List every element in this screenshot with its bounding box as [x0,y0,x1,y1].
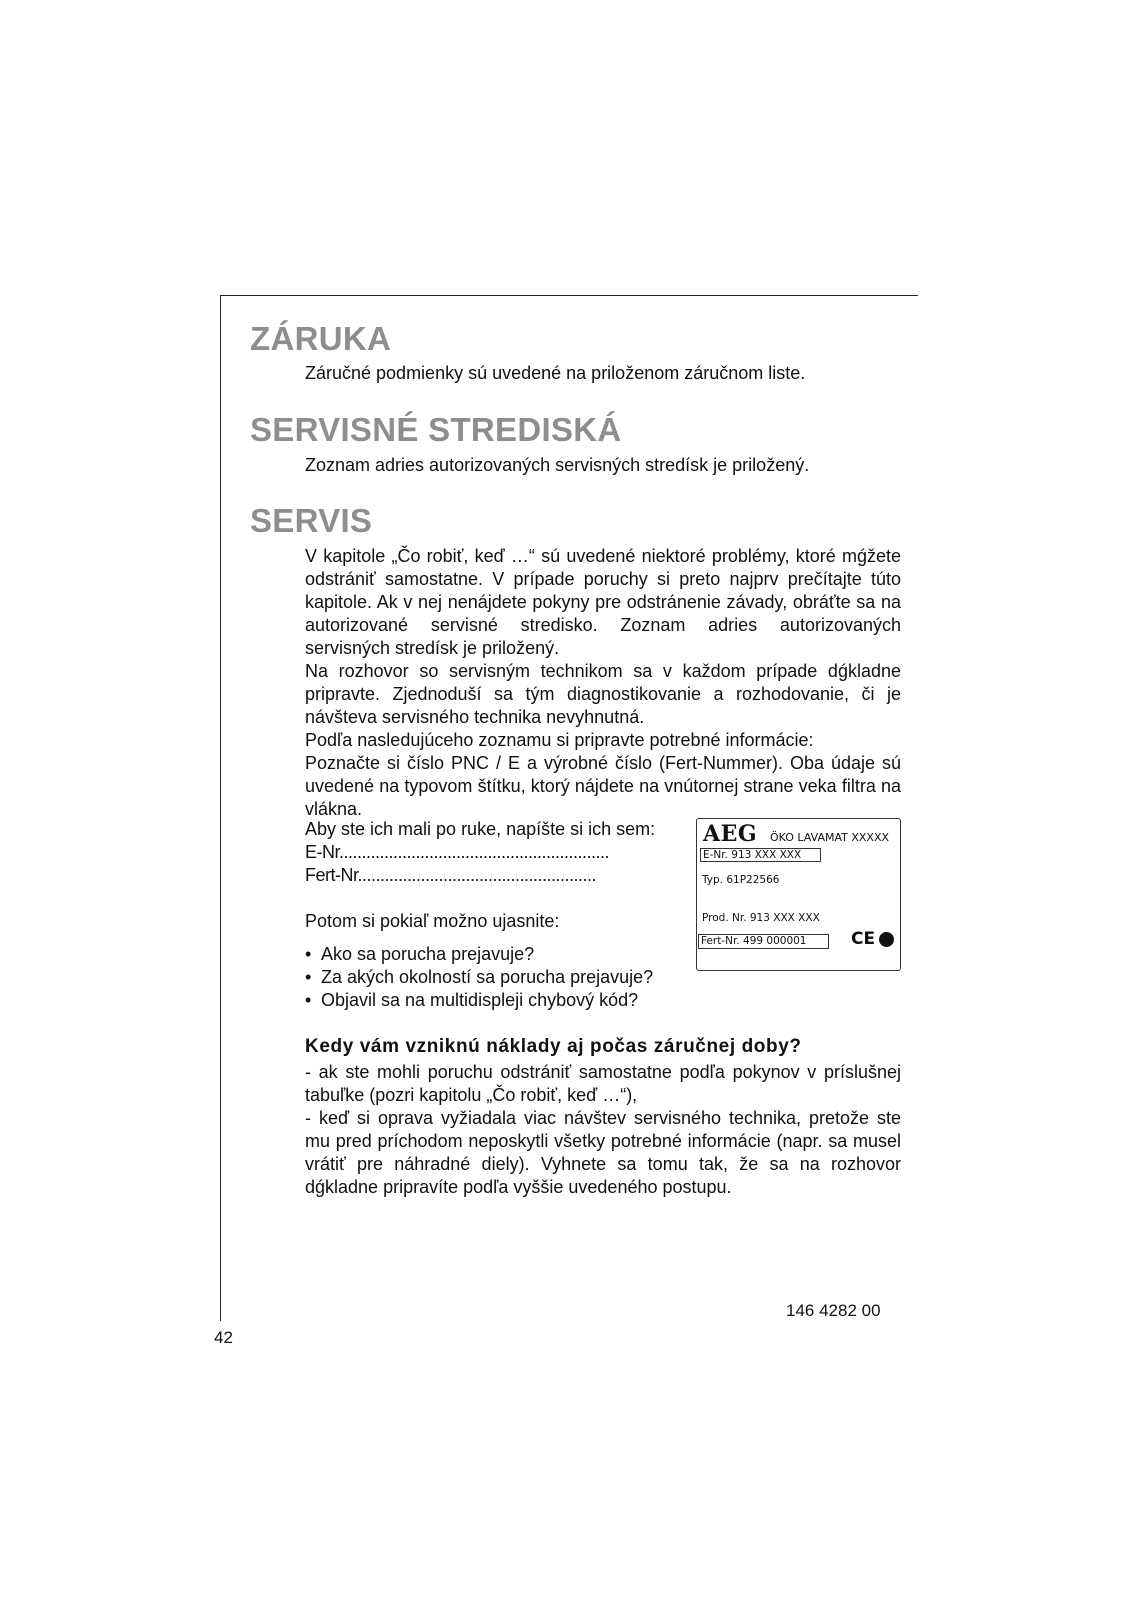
heading-servisne-strediska: SERVISNÉ STREDISKÁ [250,411,622,448]
aeg-logo: AEG [703,821,758,847]
strediska-text: Zoznam adries autorizovaných servisných stredísk je priložený. [305,455,810,475]
enr-fill-line: E-Nr............................................................ [305,842,610,862]
bullet-icon: • [305,967,312,987]
plate-prod: Prod. Nr. 913 XXX XXX [702,912,820,924]
servis-paragraph-4: Poznačte si číslo PNC / E a výrobné číslo (Fert-Nummer). Oba údaje sú uvedené na typovom štítku, ktorý nájdete na vnútornej strane veka filtra na vlákna. [305,753,901,819]
page-number: 42 [214,1328,233,1347]
ce-mark-icon: CE [851,929,876,949]
servis-body [305,545,901,821]
plate-enr: E-Nr. 913 XXX XXX [700,848,821,862]
document-number: 146 4282 00 [786,1301,881,1320]
costs-paragraph-2: - keď si oprava vyžiadala viac návštev servisného technika, pretože ste mu pred príchodom neposkytli všetky potrebné informácie (napr. sa musel vrátiť pre náhradné diely). Vyhnete sa tomu tak, že sa na rozhovor dǵkladne pripravíte podľa vyššie uvedeného postupu. [305,1108,901,1197]
compliance-mark-icon [879,932,894,947]
left-rule [220,295,221,1321]
costs-paragraph-1: - ak ste mohli poruchu odstrániť samostatne podľa pokynov v príslušnej tabuľke (pozri kapitolu „Čo robiť, keď …“), [305,1062,901,1105]
costs-body [305,1061,901,1199]
list-item: • Ako sa porucha prejavuje? [305,944,535,964]
write-here-line: Aby ste ich mali po ruke, napíšte si ich sem: [305,819,656,839]
plate-fert: Fert-Nr. 499 000001 [698,934,829,949]
plate-typ: Typ. 61P22566 [702,874,780,886]
fert-fill-line: Fert-Nr..................................................... [305,865,597,885]
list-item: • Objavil sa na multidispleji chybový kód? [305,990,639,1010]
plate-model: ÖKO LAVAMAT XXXXX [770,831,890,844]
rating-plate [696,818,901,971]
bullet-icon: • [305,990,312,1010]
clarify-list [305,943,653,1012]
servis-paragraph-1: V kapitole „Čo robiť, keď …“ sú uvedené niektoré problémy, ktoré mǵžete odstrániť samostatne. V prípade poruchy si preto najprv prečítajte túto kapitole. Ak v nej nenájdete pokyny pre odstránenie závady, obráťte sa na autorizované servisné stredisko. Zoznam adries autorizovaných servisných stredísk je priložený. [305,546,901,658]
heading-zaruka: ZÁRUKA [250,320,392,357]
servis-paragraph-2: Na rozhovor so servisným technikom sa v každom prípade dǵkladne pripravte. Zjednoduší sa tým diagnostikovanie a rozhodovanie, či je návšteva servisného technika nevyhnutná. [305,661,901,727]
costs-heading: Kedy vám vzniknú náklady aj počas záručnej doby? [305,1036,802,1057]
heading-servis: SERVIS [250,502,373,539]
clarify-line: Potom si pokiaľ možno ujasnite: [305,911,560,931]
list-item: • Za akých okolností sa porucha prejavuje? [305,967,654,987]
top-rule [220,295,918,296]
servis-paragraph-3: Podľa nasledujúceho zoznamu si pripravte potrebné informácie: [305,730,814,750]
bullet-icon: • [305,944,312,964]
zaruka-text: Záručné podmienky sú uvedené na priloženom záručnom liste. [305,363,806,383]
